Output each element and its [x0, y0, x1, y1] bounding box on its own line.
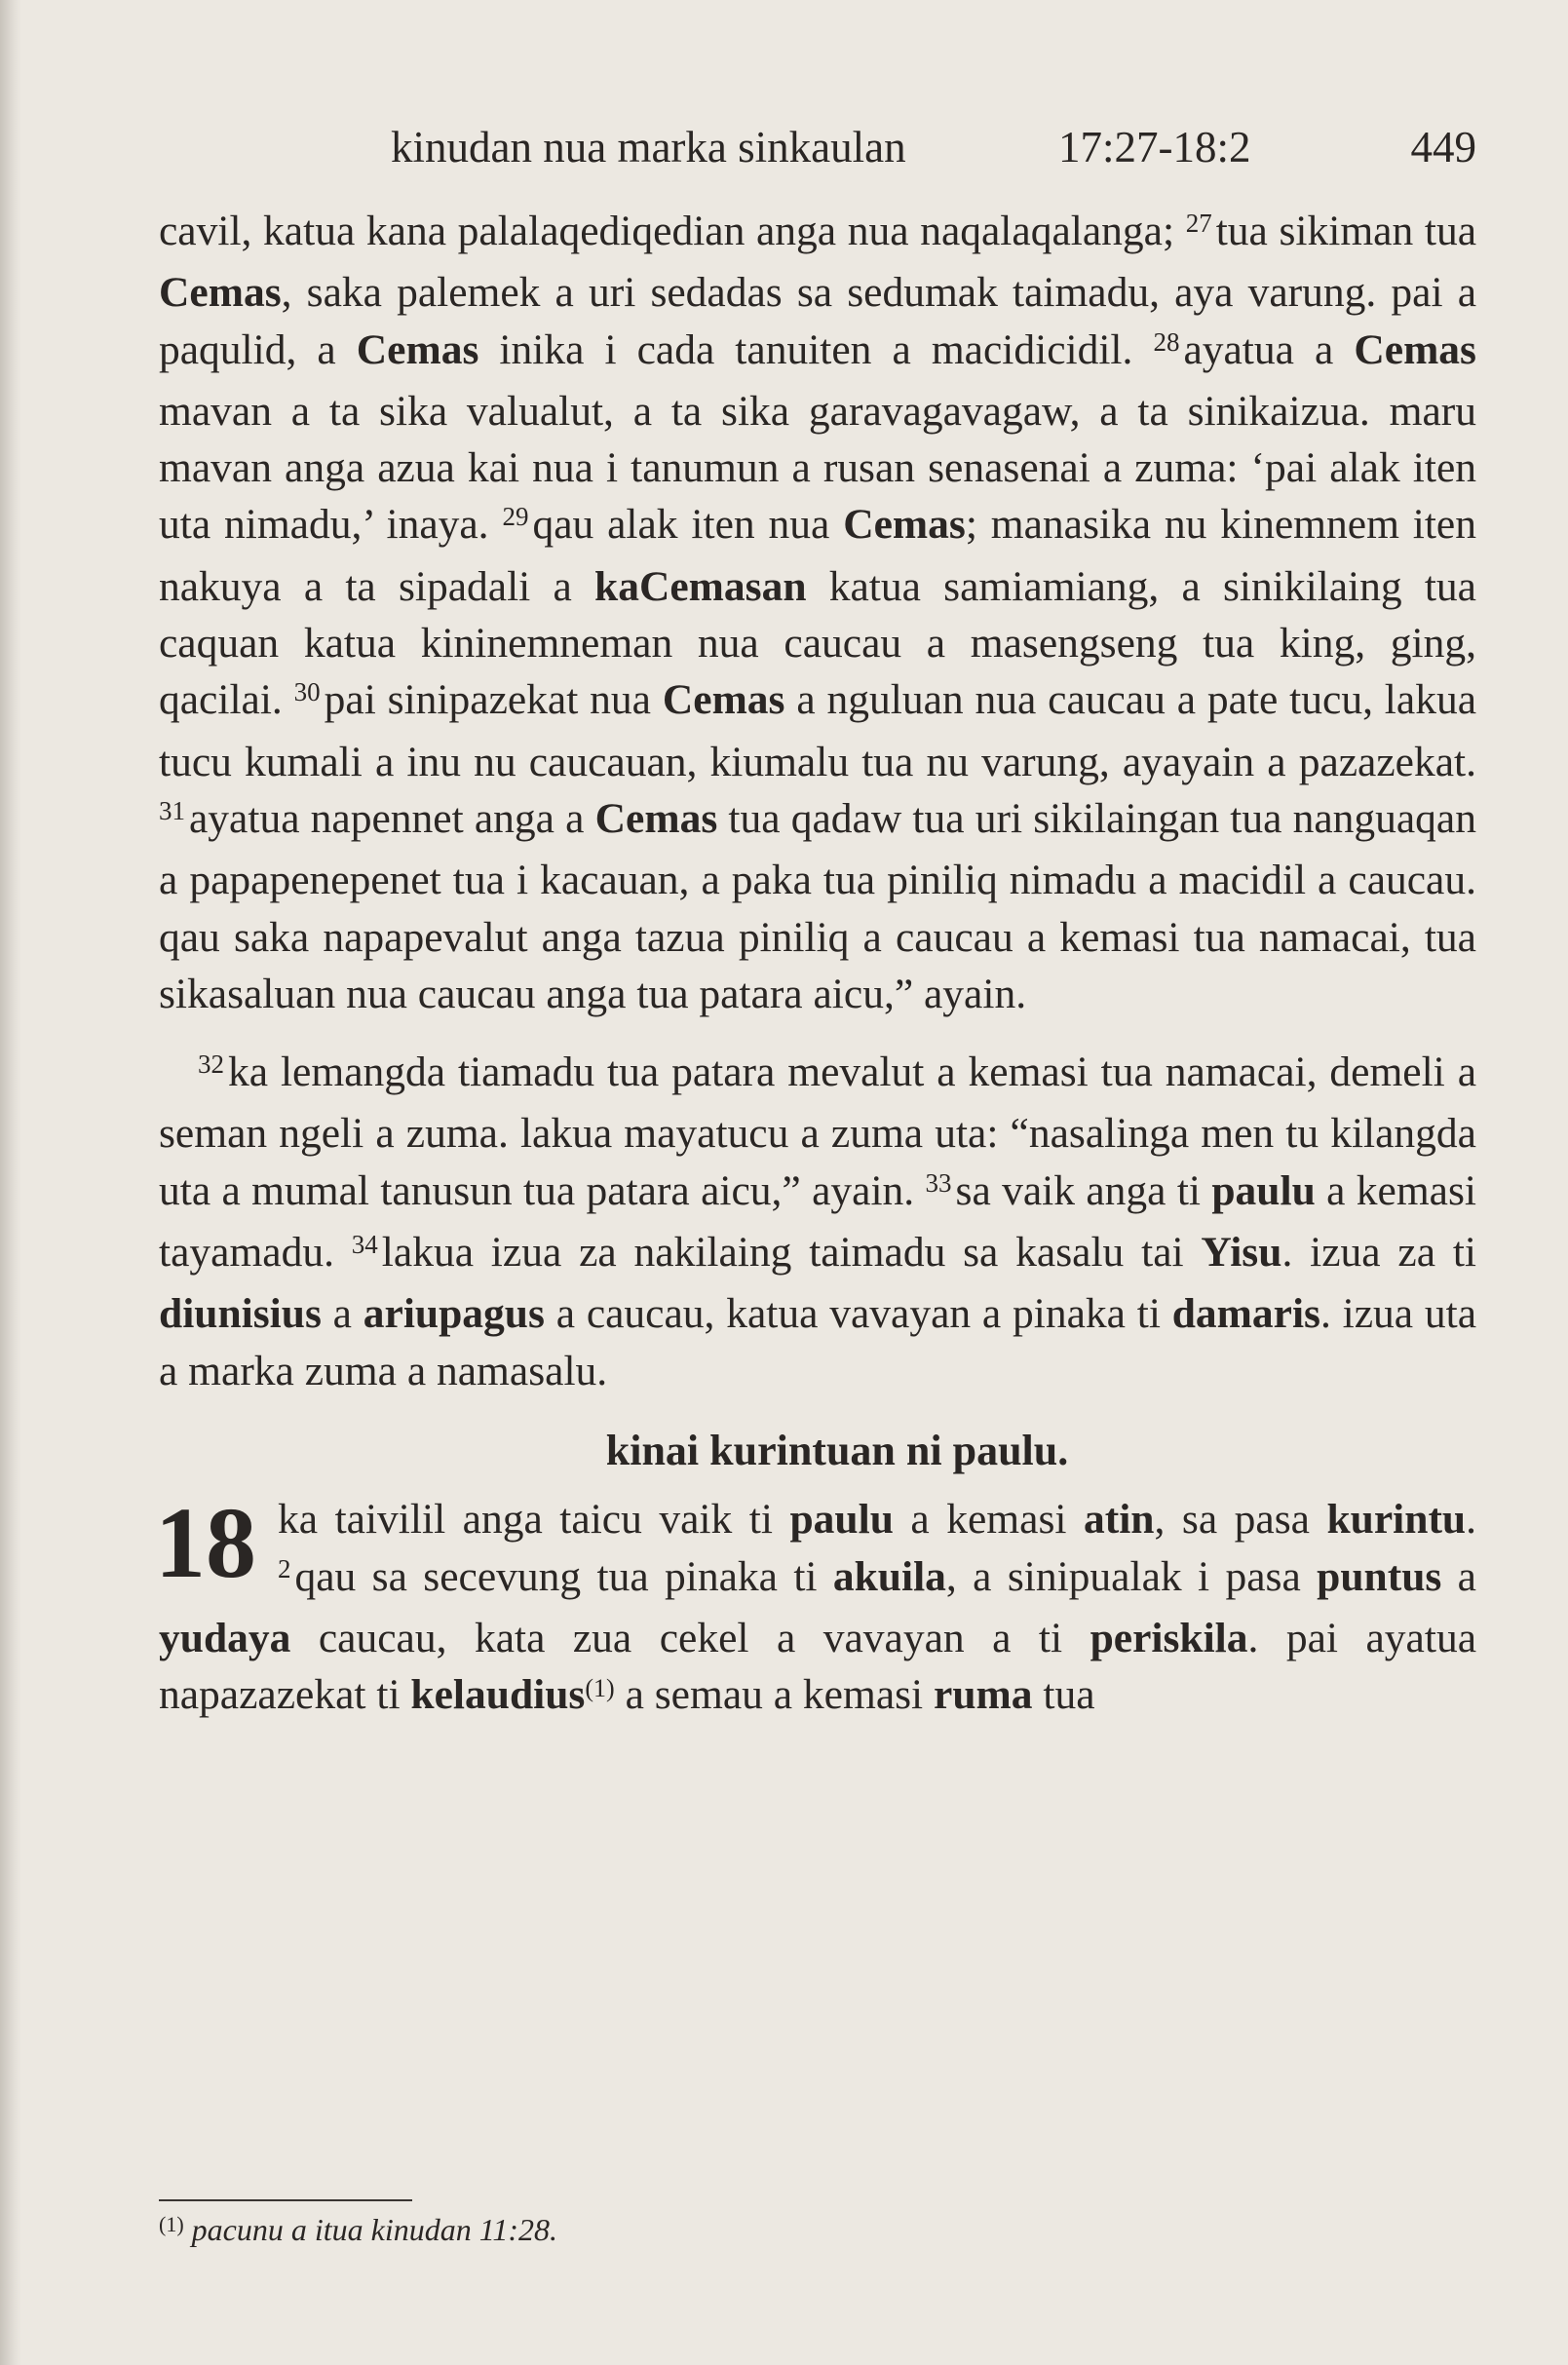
verse-text: tua: [1032, 1671, 1095, 1719]
proper-noun: damaris: [1171, 1290, 1320, 1338]
verse-number: 33: [925, 1167, 952, 1198]
page-header: [159, 122, 1476, 180]
proper-noun: paulu: [1211, 1166, 1316, 1214]
proper-noun: kelaudius: [410, 1671, 586, 1719]
verse-text: qau sa secevung tua pinaka ti: [294, 1552, 833, 1600]
verse-text: caucau, kata zua cekel a vavayan a ti: [290, 1614, 1090, 1661]
verse-number: 27: [1185, 209, 1212, 238]
footnote: [159, 2212, 557, 2248]
verse-text: a semau a kemasi: [614, 1671, 935, 1719]
verse-number: 31: [159, 795, 185, 825]
verse-text: .: [1466, 1496, 1476, 1544]
verse-number: 30: [293, 677, 321, 707]
proper-noun: atin: [1083, 1496, 1155, 1544]
chapter-verse-reference: 17:27-18:2: [1058, 123, 1251, 172]
verse-text: . izua uta a marka zuma a namasalu.: [159, 1290, 1476, 1394]
verse-number: 34: [351, 1230, 378, 1260]
proper-noun: kurintu: [1326, 1496, 1467, 1544]
verse-text: ka taivilil anga taicu vaik ti: [278, 1496, 790, 1544]
verse-text: mavan a ta sika valualut, a ta sika garavagavagaw, a ta sinikaizua. maru mavan anga azua kai nua i tanumun a rusan senasenai a zuma: ‘pai alak iten uta nimadu,’ inaya.: [159, 387, 1476, 549]
proper-noun: Cemas: [1354, 325, 1476, 373]
proper-noun: Cemas: [594, 794, 718, 842]
verse-text: a kemasi tayamadu.: [159, 1166, 1476, 1277]
verse-text: , sa pasa: [1154, 1496, 1327, 1544]
verse-number: 28: [1153, 326, 1180, 357]
body-text: [155, 203, 1477, 1729]
verse-text: . izua za ti: [1281, 1229, 1476, 1277]
proper-noun: Yisu: [1201, 1229, 1282, 1277]
proper-noun: akuila: [832, 1552, 946, 1600]
footnote-mark: (1): [159, 2212, 184, 2236]
verse-text: a nguluan nua caucau a pate tucu, lakua tucu kumali a inu nu caucauan, kiumalu tua nu varung, ayayain a pazazekat.: [159, 676, 1477, 785]
verse-number: 29: [502, 502, 529, 532]
verse-text: lakua izua za nakilaing taimadu sa kasalu tai: [381, 1229, 1202, 1277]
footnote-text: pacunu a itua kinudan 11:28.: [191, 2212, 558, 2247]
paragraph: [155, 1487, 1476, 1729]
verse-text: cavil, katua kana palalaqediqedian anga nua naqalaqalanga;: [159, 208, 1175, 254]
verse-text: a: [1441, 1552, 1476, 1600]
proper-noun: Cemas: [159, 269, 282, 317]
verse-text: tua sikiman tua: [1215, 208, 1477, 254]
proper-noun: paulu: [789, 1496, 894, 1544]
proper-noun: ruma: [934, 1671, 1033, 1719]
verse-text: ka lemangda tiamadu tua patara mevalut a kemasi tua namacai, demeli a seman ngeli a zuma. lakua mayatucu a zuma uta: “nasalinga men tu kilangda uta a mumal tanusun tua patara aicu,” ayain.: [159, 1049, 1476, 1214]
page-number: 449: [1410, 123, 1476, 172]
verse-text: katua samiamiang, a sinikilaing tua caquan katua kininemneman nua caucau a masengseng tua king, ging, qacilai.: [159, 562, 1476, 724]
verse-text: ayatua napennet anga a: [189, 794, 595, 842]
chapter-number: 18: [155, 1487, 256, 1600]
footnote-divider: [159, 2199, 412, 2201]
paragraph: [159, 1044, 1476, 1399]
verse-text: inika i cada tanuiten a macidicidil.: [478, 325, 1133, 373]
verse-text: , a sinipualak i pasa: [945, 1552, 1318, 1600]
proper-noun: kaCemasan: [594, 562, 807, 610]
verse-text: a caucau, katua vavayan a pinaka ti: [544, 1290, 1172, 1338]
verse-text: . pai ayatua napazazekat ti: [159, 1614, 1476, 1719]
proper-noun: Cemas: [356, 325, 479, 373]
proper-noun: ariupagus: [363, 1290, 545, 1338]
proper-noun: Cemas: [843, 501, 966, 549]
proper-noun: Cemas: [662, 676, 785, 724]
verse-text: ayatua a: [1183, 325, 1355, 373]
book-binding-edge: [0, 0, 21, 2365]
proper-noun: yudaya: [159, 1614, 291, 1661]
paragraph: [159, 203, 1476, 1022]
footnote-reference[interactable]: (1): [585, 1674, 615, 1703]
running-title: kinudan nua marka sinkaulan: [391, 123, 906, 172]
verse-text: ; manasika nu kinemnem iten nakuya a ta sipadali a: [159, 501, 1476, 610]
proper-noun: periskila: [1090, 1614, 1248, 1661]
verse-text: tua qadaw tua uri sikilaingan tua nanguaqan a papapenepenet tua i kacauan, a paka tua piniliq nimadu a macidil a caucau. qau saka napapevalut anga tazua piniliq a caucau a kemasi tua namacai, tua sikasaluan nua caucau anga tua patara aicu,” ayain.: [159, 794, 1476, 1017]
paragraph-gap: [159, 1022, 1476, 1044]
verse-number: 32: [198, 1049, 224, 1080]
verse-text: qau alak iten nua: [532, 501, 844, 549]
verse-number: 2: [278, 1553, 291, 1583]
verse-text: a: [321, 1290, 363, 1338]
verse-text: pai sinipazekat nua: [324, 676, 663, 724]
verse-text: , saka palemek a uri sedadas sa sedumak taimadu, aya varung. pai a paqulid, a: [159, 269, 1476, 373]
verse-text: a kemasi: [893, 1496, 1084, 1544]
proper-noun: diunisius: [159, 1290, 322, 1338]
section-heading: kinai kurintuan ni paulu.: [605, 1426, 1069, 1474]
verse-text: sa vaik anga ti: [955, 1166, 1212, 1214]
proper-noun: puntus: [1317, 1552, 1442, 1600]
